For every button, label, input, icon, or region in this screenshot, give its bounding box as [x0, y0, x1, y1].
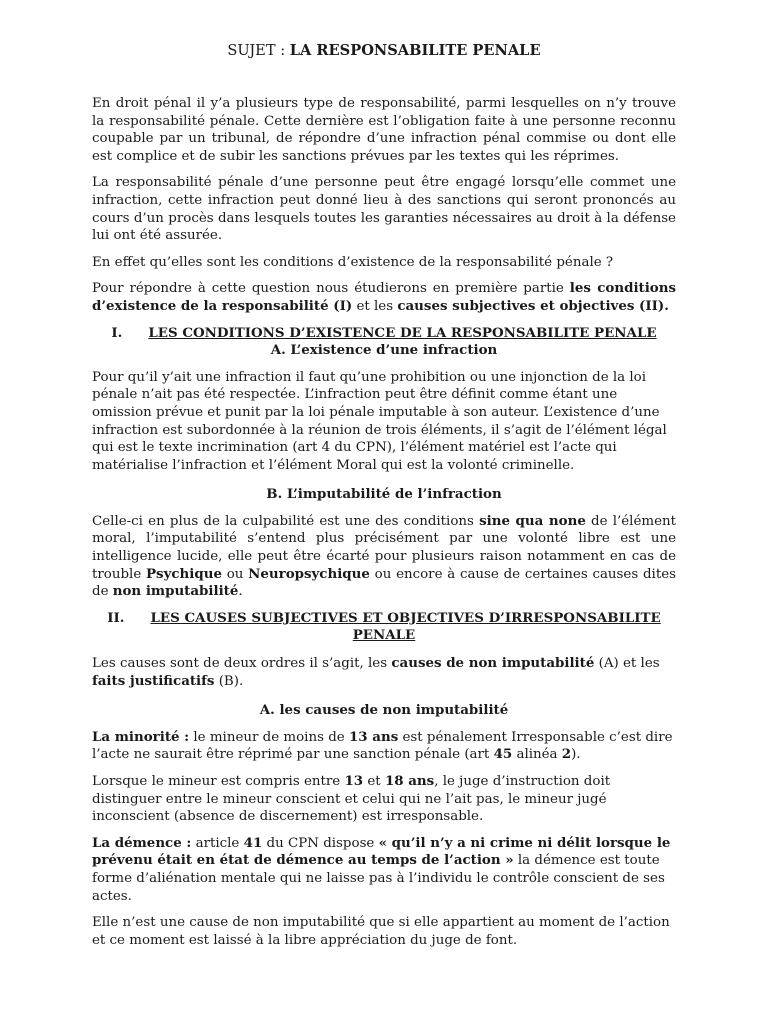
bold-run: La démence :: [92, 834, 192, 851]
text-run: , le juge d’instruction doit distinguer entre le mineur conscient et celui qui ne l’ait pas, le mineur jugé inconscient (absence de discernement) est irresponsable.: [92, 774, 611, 825]
paragraph-intro-2: La responsabilité pénale d’une personne peut être engagé lorsqu’elle commet une infraction, cette infraction peut donné lieu à des sanctions qui seront prononcés au cours d’un procès dans lesquels toutes les garanties nécessaires au droit à la défense lui ont été assurée.: [92, 175, 676, 244]
paragraph-imputabilite: [92, 513, 676, 601]
text-run: (A) et les: [594, 656, 660, 672]
bold-run: La minorité :: [92, 728, 190, 745]
paragraph-causes: [92, 655, 676, 690]
bold-run: 18 ans: [384, 773, 435, 789]
bold-run: causes de non imputabilité: [391, 655, 595, 672]
text-run: et les: [352, 298, 398, 314]
text-run: alinéa: [512, 747, 562, 763]
bold-run: Psychique: [145, 565, 222, 582]
section-number: II.: [107, 609, 125, 626]
text-run: Celle-ci en plus de la culpabilité est une des conditions: [92, 513, 480, 529]
paragraph-question: En effet qu’elles sont les conditions d’existence de la responsabilité pénale ?: [92, 254, 614, 270]
bold-run: « qu’il n’y a ni crime ni délit lorsque le prévenu était en état de démence au temps de l’action »: [92, 834, 671, 869]
paragraph-demence: [92, 835, 676, 905]
section-number: I.: [111, 324, 123, 341]
section-heading-1: [92, 325, 676, 343]
section-heading-2: [92, 610, 676, 645]
text-run: ).: [571, 747, 581, 763]
bold-run: 41: [243, 834, 263, 851]
bold-run: non imputabilité: [112, 583, 239, 600]
paragraph-infraction: Pour qu’il y’ait une infraction il faut qu’une prohibition ou une injonction de la loi pénale n’ait pas été respectée. L’infraction peut être définit comme étant une omission prévue et punit par la loi pénale imputable à son auteur. L’existence d’une infraction est subordonnée à la réunion de trois éléments, il s’agit de l’élément légal qui est le texte incrimination (art 4 du CPN), l’élément matériel est l’acte qui matérialise l’infraction et l’élément Moral qui est la volonté criminelle.: [92, 369, 667, 473]
text-run: .: [238, 584, 243, 600]
title-main: LA RESPONSABILITE PENALE: [289, 42, 541, 59]
text-run: ou: [221, 566, 249, 582]
section-title: LES CAUSES SUBJECTIVES ET OBJECTIVES D’IRRESPONSABILITE PENALE: [150, 609, 661, 644]
bold-run: 13 ans: [348, 728, 399, 745]
text-run: est pénalement Irresponsable c’est dire l’acte ne saurait être réprimé par une sanction pénale (art: [92, 729, 673, 763]
bold-run: les conditions d’existence de la responsabilité (I): [92, 280, 677, 314]
text-run: du CPN dispose: [262, 835, 379, 851]
text-run: ou encore à cause de certaines causes dites de: [92, 566, 676, 600]
text-run: Pour répondre à cette question nous étudierons en première partie: [92, 281, 570, 297]
paragraph-demence-moment: Elle n’est une cause de non imputabilité que si elle appartient au moment de l’action et ce moment est laissé à la libre appréciation du juge de font.: [92, 915, 670, 948]
bold-run: causes subjectives et objectives (II).: [397, 297, 669, 314]
text-run: le mineur de moins de: [189, 729, 349, 745]
document-title: [92, 41, 676, 61]
paragraph-plan: [92, 280, 676, 315]
bold-run: 45: [493, 746, 513, 763]
paragraph-minorite: [92, 729, 676, 764]
subheading-1b: B. L’imputabilité de l’infraction: [266, 486, 502, 503]
bold-run: Neuropsychique: [248, 565, 370, 582]
paragraph-mineur-13-18: [92, 773, 676, 826]
text-run: Lorsque le mineur est compris entre: [92, 774, 345, 789]
bold-run: faits justificatifs: [92, 672, 215, 689]
text-run: Les causes sont de deux ordres il s’agit, les: [92, 656, 392, 672]
subheading-1a: A. L’existence d’une infraction: [270, 342, 498, 359]
bold-run: sine qua none: [479, 512, 586, 529]
text-run: de l’élément moral, l’imputabilité s’entend plus précisément par une volonté libre est une intelligence lucide, elle peut être écarté pour plusieurs raison notamment en cas de trouble: [92, 513, 676, 582]
text-run: et: [363, 774, 385, 789]
bold-run: 2: [561, 746, 572, 763]
title-prefix: SUJET :: [227, 42, 290, 59]
subheading-2a: A. les causes de non imputabilité: [259, 702, 509, 719]
section-title: LES CONDITIONS D’EXISTENCE DE LA RESPONSABILITE PENALE: [148, 324, 657, 341]
text-run: la démence est toute forme d’aliénation mentale qui ne laisse pas à l’individu le contrôle conscient de ses actes.: [92, 853, 665, 904]
text-run: (B).: [214, 673, 244, 689]
paragraph-intro-1: En droit pénal il y’a plusieurs type de responsabilité, parmi lesquelles on n’y trouve la responsabilité pénale. Cette dernière est l’obligation faite à une personne reconnu coupable par un tribunal, de répondre d’une infraction pénal commise ou dont elle est complice et de subir les sanctions prévues par les textes qui les réprimes.: [92, 96, 676, 164]
text-run: article: [191, 835, 244, 851]
bold-run: 13: [344, 773, 364, 789]
